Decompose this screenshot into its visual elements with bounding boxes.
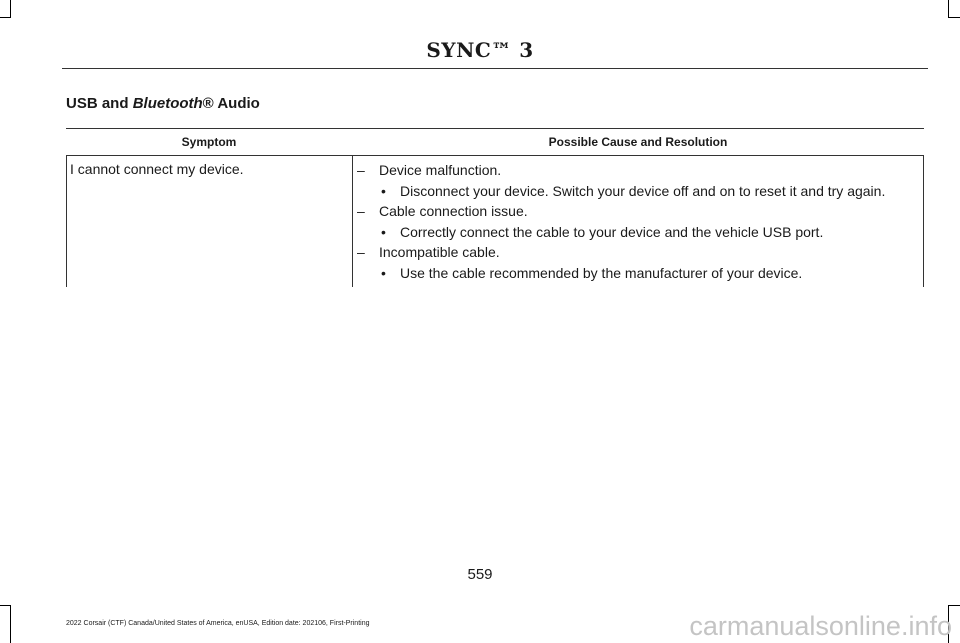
bullet-marker: • xyxy=(381,182,386,199)
column-divider xyxy=(66,156,67,287)
section-title-suffix: ® Audio xyxy=(202,95,260,112)
bullet-marker: • xyxy=(381,223,386,240)
crop-mark xyxy=(10,0,11,17)
cause-cell xyxy=(352,161,924,284)
resolution-text: Disconnect your device. Switch your device off and on to reset it and try again. xyxy=(400,182,886,199)
crop-mark xyxy=(0,17,11,18)
troubleshooting-table xyxy=(66,128,924,287)
dash-marker: – xyxy=(357,203,365,219)
symptom-cell: I cannot connect my device. xyxy=(70,161,244,177)
resolution-text: Use the cable recommended by the manufacturer of your device. xyxy=(400,264,803,281)
resolution-item xyxy=(352,182,924,203)
cause-item xyxy=(352,243,924,264)
edition-footer: 2022 Corsair (CTF) Canada/United States of America, enUSA, Edition date: 202106, First-Printing xyxy=(66,620,370,627)
dash-marker: – xyxy=(357,244,365,260)
header-divider xyxy=(62,68,928,69)
table-row xyxy=(66,156,924,287)
crop-mark xyxy=(948,17,960,18)
resolution-text: Correctly connect the cable to your device and the vehicle USB port. xyxy=(400,223,824,240)
resolution-item xyxy=(352,264,924,285)
bullet-marker: • xyxy=(381,264,386,281)
watermark: carmanualsonline.info xyxy=(689,611,952,641)
crop-mark xyxy=(948,605,960,606)
section-title-prefix: USB and xyxy=(66,95,133,112)
crop-mark xyxy=(948,0,949,17)
crop-mark xyxy=(0,605,11,606)
cause-item xyxy=(352,202,924,223)
column-header-cause: Possible Cause and Resolution xyxy=(548,135,728,149)
cause-text: Device malfunction. xyxy=(379,162,502,178)
dash-marker: – xyxy=(357,162,365,178)
cause-item xyxy=(352,161,924,182)
column-header-symptom: Symptom xyxy=(181,135,237,149)
resolution-item xyxy=(352,223,924,244)
cause-text: Incompatible cable. xyxy=(379,244,500,260)
page-header-title: SYNC™ 3 xyxy=(426,38,534,62)
page-number: 559 xyxy=(467,566,493,583)
table-header-row xyxy=(66,128,924,156)
cause-text: Cable connection issue. xyxy=(379,203,528,219)
section-title-italic: Bluetooth xyxy=(132,95,203,112)
crop-mark xyxy=(10,605,11,643)
section-title xyxy=(66,95,260,112)
